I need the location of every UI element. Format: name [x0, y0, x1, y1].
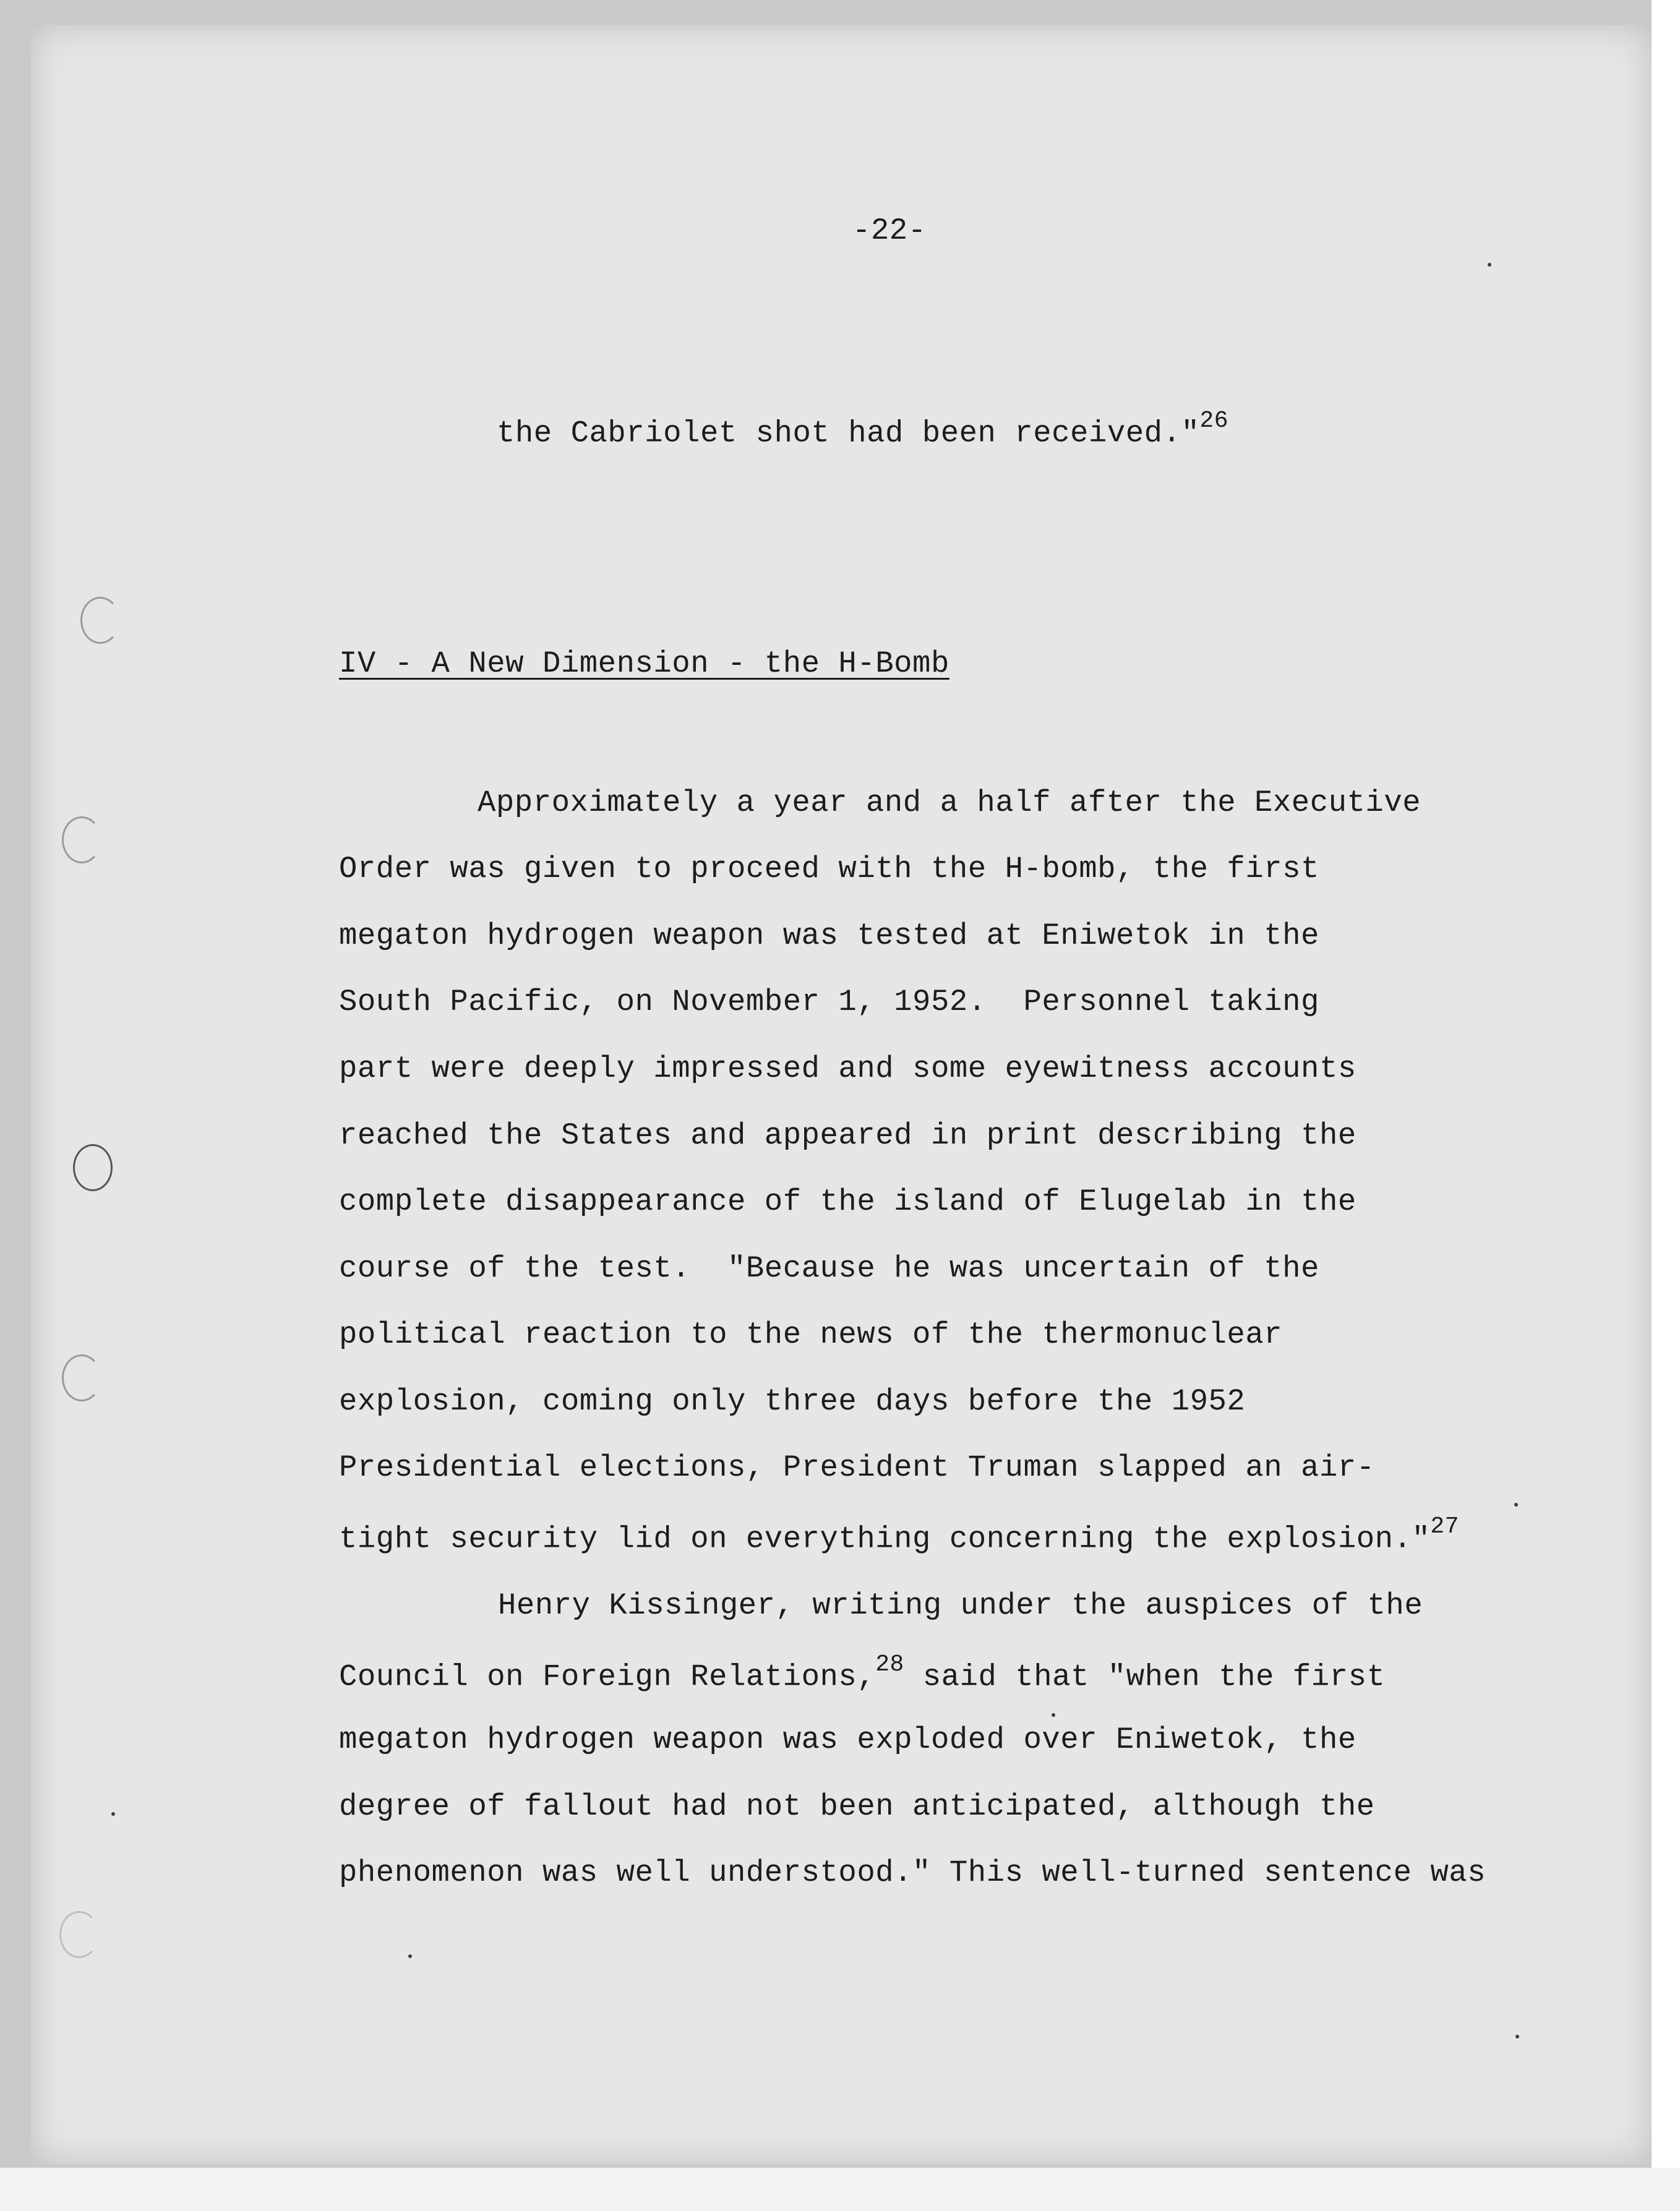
paragraph-line-text: said that "when the first [904, 1659, 1386, 1695]
paragraph-line: megaton hydrogen weapon was tested at Eniwetok in the [339, 918, 1319, 953]
footnote-ref-26: 26 [1199, 408, 1228, 434]
paragraph-line: complete disappearance of the island of Elugelab in the [339, 1184, 1356, 1219]
page-number: -22- [852, 213, 927, 248]
page-bottom-edge [0, 2168, 1680, 2211]
footnote-ref-27: 27 [1430, 1513, 1459, 1540]
paragraph-line: megaton hydrogen weapon was exploded over Eniwetok, the [339, 1722, 1356, 1757]
section-heading: IV - A New Dimension - the H-Bomb [339, 646, 949, 681]
paragraph-line: Presidential elections, President Truman slapped an air- [339, 1450, 1375, 1485]
paragraph-line-text: Council on Foreign Relations, [339, 1659, 876, 1695]
paragraph-line: Approximately a year and a half after the Executive [478, 785, 1421, 820]
punch-hole-4 [62, 1354, 101, 1401]
paragraph-line: political reaction to the news of the thermonuclear [339, 1317, 1283, 1352]
scan-speck [1515, 2035, 1519, 2038]
continuation-line [497, 408, 1228, 451]
paragraph-line [339, 1651, 1386, 1695]
page-right-edge [1652, 0, 1680, 2211]
paragraph-line: part were deeply impressed and some eyewitness accounts [339, 1051, 1356, 1086]
continuation-text: the Cabriolet shot had been received." [497, 416, 1200, 451]
scan-speck [408, 1954, 412, 1958]
paragraph-line [339, 1513, 1459, 1557]
paragraph-line: course of the test. "Because he was uncertain of the [339, 1251, 1319, 1286]
punch-hole-1 [80, 597, 120, 644]
punch-hole-2 [62, 816, 101, 863]
scan-speck [1514, 1503, 1518, 1507]
paragraph-line: South Pacific, on November 1, 1952. Personnel taking [339, 985, 1319, 1019]
paragraph-line: reached the States and appeared in print describing the [339, 1118, 1356, 1153]
scan-speck [1488, 263, 1491, 267]
punch-hole-3 [73, 1144, 113, 1191]
footnote-ref-28: 28 [875, 1651, 904, 1678]
scan-speck [111, 1812, 115, 1816]
paragraph-line: phenomenon was well understood." This well-turned sentence was [339, 1855, 1486, 1890]
paragraph-line: Henry Kissinger, writing under the auspices of the [498, 1588, 1423, 1623]
scan-speck [1052, 1713, 1055, 1717]
paragraph-line: Order was given to proceed with the H-bomb, the first [339, 852, 1319, 886]
punch-hole-5 [59, 1911, 99, 1958]
paper-sheet [31, 25, 1652, 2165]
paragraph-line-text: tight security lid on everything concerning the explosion." [339, 1521, 1431, 1557]
paragraph-line: explosion, coming only three days before the 1952 [339, 1384, 1246, 1419]
paragraph-line: degree of fallout had not been anticipated, although the [339, 1789, 1375, 1824]
